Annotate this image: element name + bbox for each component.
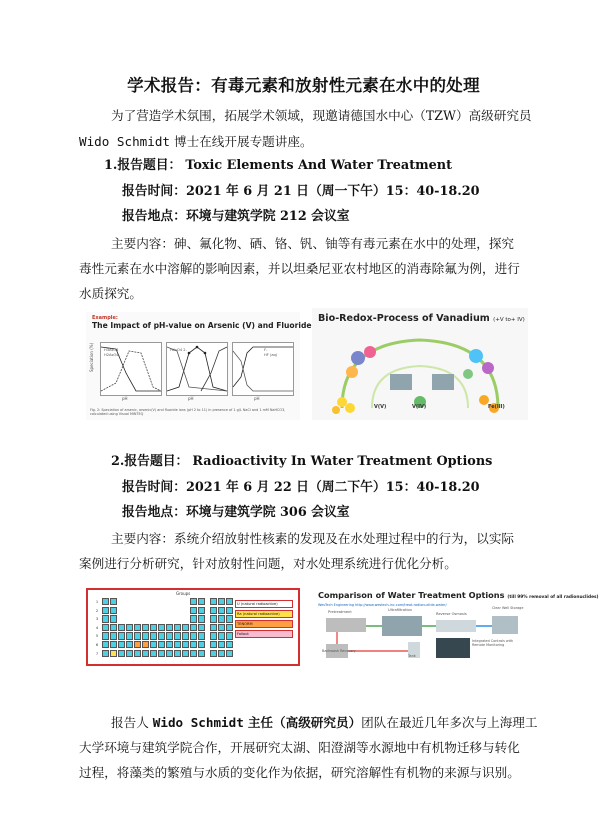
report1-content-line-2: 毒性元素在水中溶解的影响因素，并以坦桑尼亚农村地区的消毒除氟为例，进行 [79,261,520,276]
closing-line-2: 大学环境与建筑学院合作，开展研究太湖、阳澄湖等水源地中有机物迁移与转化 [79,740,520,755]
element-cell [126,624,133,631]
legend-2 [170,348,187,353]
element-cell [182,641,189,648]
plot-panel-3 [232,342,294,396]
element-cell [102,615,109,622]
report2-heading-label: 2.报告题目： [111,454,189,469]
element-cell [102,624,109,631]
legend-entry: H3AsO4 [104,348,119,352]
wt-title-row [318,590,599,600]
element-cell [218,641,225,648]
axis-label-2: pH [188,396,194,401]
label-viv: V(IV) [412,404,427,410]
element-cell [118,632,125,639]
wt-step-pretreatment: Pretreatment [328,610,352,614]
element-cell [158,641,165,648]
wt-subtitle: (till 99% removal of all radionuclides) [507,595,599,600]
figure-water-treatment [312,588,599,662]
element-cell [218,624,225,631]
closing-line-3: 过程，将藻类的繁殖与水质的变化作为依据，研究溶解性有机物的来源与识别。 [79,765,520,780]
element-cell [150,632,157,639]
report1-content-line-1: 主要内容：砷、氟化物、硒、铬、钒、铀等有毒元素在水中的处理，探究 [111,236,514,251]
element-cell [210,607,217,614]
element-cell [150,650,157,657]
legend-fallout: Fallout [235,630,293,638]
legend-3 [264,348,277,357]
wt-step-ultrafiltration: Ultrafiltration [388,608,412,612]
element-cell [166,632,173,639]
element-cell [198,632,205,639]
groups-header: Groups [176,591,191,596]
element-cell [182,650,189,657]
wt-step-storage: Clear Well Storage [492,606,524,610]
period-label: 3 [95,617,99,622]
element-cell [142,641,149,648]
element-cell [210,624,217,631]
vanadium-subtitle: (+V to+ IV) [493,317,525,323]
report1-place-value: 环境与建筑学院 212 会议室 [185,209,350,224]
element-cell [158,650,165,657]
period-label: 1 [95,600,99,604]
wt-source: WesTech Engineering http://www.westech-inc.com/treat-radionuclide-water/ [318,603,447,607]
element-cell [218,615,225,622]
element-cell [198,607,205,614]
report1-heading [104,155,452,177]
element-cell [142,632,149,639]
element-cell [190,607,197,614]
intro-line-1: 为了营造学术氛围，拓展学术领域，现邀请德国水中心（TZW）高级研究员 [111,108,532,123]
report2-time-label: 报告时间： [122,480,186,495]
element-cell [126,632,133,639]
legend-u: U (natural radioactive) [235,600,293,608]
closing-line-1 [111,710,537,736]
report2-place-value: 环境与建筑学院 306 会议室 [185,505,350,520]
report2-heading-value: Radioactivity In Water Treatment Options [192,454,493,469]
axis-label-3: pH [254,396,260,401]
figure-periodic-table [86,588,300,666]
element-cell [102,650,109,657]
element-cell [218,607,225,614]
wt-step-ro: Reverse Osmosis [436,612,467,616]
element-cell [226,632,233,639]
report2-place-label: 报告地点： [122,505,186,520]
element-cell [158,632,165,639]
element-cell [190,650,197,657]
element-cell [190,615,197,622]
wt-title: Comparison of Water Treatment Options [318,590,505,600]
report1-content-line-3: 水质探究。 [79,286,142,301]
element-cell [182,624,189,631]
period-label: 5 [95,634,99,639]
report1-time-value: 2021 年 6 月 21 日（周一下午）15：40-18.20 [185,184,480,199]
closing-speaker-name: Wido Schmidt [152,715,244,730]
element-cell [218,650,225,657]
element-cell [166,641,173,648]
closing-speaker-role: 主任（高级研究员） [247,715,362,730]
figure-tag: Example: [92,315,118,321]
element-cell [190,641,197,648]
legend-entry: F- [264,348,268,352]
label-fe: Fe(III) [488,404,505,410]
element-cell [110,641,117,648]
closing-line-1-rest: 团队在最近几年多次与上海理工 [361,715,538,730]
report2-heading [111,451,492,473]
element-cell [126,641,133,648]
element-cell [118,650,125,657]
element-cell [182,632,189,639]
intro-line-2 [79,129,313,155]
periodic-grid [102,598,206,658]
element-cell [110,607,117,614]
element-cell [102,632,109,639]
legend-entry: HF (aq) [264,352,278,357]
element-cell [110,598,117,605]
period-label: 2 [95,608,99,613]
element-cell [102,641,109,648]
element-cell [198,650,205,657]
label-vv: V(V) [374,404,387,410]
report1-time-label: 报告时间： [122,184,186,199]
report2-time-value: 2021 年 6 月 22 日（周二下午）15：40-18.20 [185,480,480,495]
element-cell [198,641,205,648]
element-cell [198,615,205,622]
element-cell [110,650,117,657]
element-cell [134,624,141,631]
y-axis-label: Speciation (%) [89,342,94,372]
element-cell [102,598,109,605]
vanadium-title: Bio-Redox-Process of Vanadium [318,313,490,324]
report2-place [122,502,350,524]
element-cell [110,615,117,622]
report1-time [122,181,480,203]
period-label: 4 [95,625,99,630]
element-cell [218,598,225,605]
element-cell [190,632,197,639]
vanadium-title-row [318,313,525,324]
period-labels [93,598,101,658]
element-cell [118,624,125,631]
page-title: 学术报告：有毒元素和放射性元素在水中的处理 [127,76,480,95]
figure-ph-speciation [86,312,312,420]
period-label: 7 [95,651,99,656]
element-cell [134,650,141,657]
element-cell [134,641,141,648]
plot-3-curves [233,343,293,395]
element-cell [226,615,233,622]
element-cell [226,624,233,631]
element-cell [210,615,217,622]
closing-prefix: 报告人 [111,715,149,730]
element-cell [226,650,233,657]
wt-diagram [312,608,528,662]
element-cell [210,641,217,648]
element-cell [226,641,233,648]
element-cell [210,598,217,605]
report1-heading-value: Toxic Elements And Water Treatment [185,158,452,173]
report1-heading-label: 1.报告题目： [104,158,182,173]
element-cell [198,624,205,631]
report1-place [122,206,350,228]
element-cell [226,607,233,614]
element-cell [210,632,217,639]
element-cell [190,624,197,631]
report1-place-label: 报告地点： [122,209,186,224]
report2-content-line-2: 案例进行分析研究，针对放射性问题，对水处理系统进行优化分析。 [79,556,457,571]
element-cell [142,624,149,631]
element-cell [110,624,117,631]
element-cell [226,598,233,605]
element-cell [134,632,141,639]
element-cell [210,650,217,657]
legend-entry: HAsO4 2- [170,348,187,352]
legend-entry: H2AsO4- [104,352,120,357]
element-cell [118,641,125,648]
figure-title: The Impact of pH-value on Arsenic (V) and Fluoride [92,321,312,330]
axis-label-1: pH [122,396,128,401]
element-cell [126,650,133,657]
element-cell [174,632,181,639]
element-cell [158,624,165,631]
element-cell [218,632,225,639]
legend-ra: Ra (natural radioactive) [235,610,293,618]
table-legend [235,600,293,638]
legend-tenorm: TENORM [235,620,293,628]
report2-time [122,477,480,499]
element-cell [174,650,181,657]
element-cell [102,607,109,614]
element-cell [190,598,197,605]
wt-step-controls: Integrated Controls with Remote Monitoring [472,639,514,647]
intro-line-2-rest: 博士在线开展专题讲座。 [174,134,313,149]
element-cell [110,632,117,639]
element-cell [198,598,205,605]
period-label: 6 [95,642,99,647]
report2-content-line-1: 主要内容：系统介绍放射性核素的发现及在水处理过程中的行为，以实际 [111,531,514,546]
element-cell [174,641,181,648]
legend-1 [104,348,120,357]
element-cell [142,650,149,657]
element-cell [166,650,173,657]
wt-step-backwash: Backwash Recovery [322,649,356,653]
figure-vanadium [312,308,528,420]
element-cell [150,624,157,631]
element-cell [174,624,181,631]
speaker-name: Wido Schmidt [79,134,170,149]
element-cell [166,624,173,631]
wt-step-tank: Tank [408,654,416,658]
figure-caption: Fig. 2: Speciation of arsenic, arsenic(V) and fluoride ions (pH 2 to 11) in presence of 1 g/L NaCl and 1 mM NaHCO3, calculated using Visual MINTEQ [90,408,286,416]
element-cell [150,641,157,648]
